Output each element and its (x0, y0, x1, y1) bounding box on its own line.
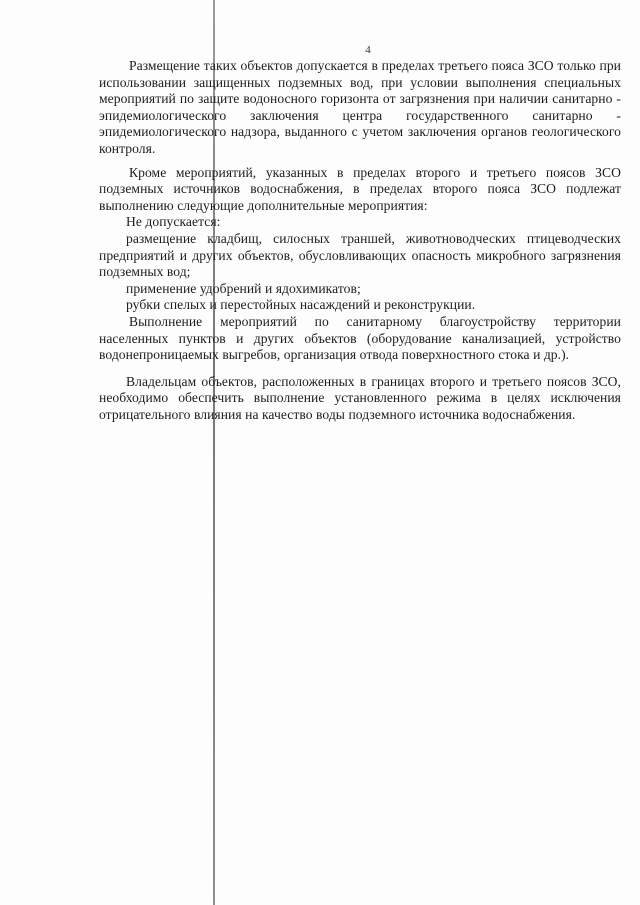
paragraph-additional-measures: Кроме мероприятий, указанных в пределах второго и третьего поясов ЗСО подземных источников водоснабжения, в пределах второго пояса ЗСО подлежат выполнению следующие дополнительные мероприятия: (99, 164, 621, 213)
paragraph-sanitary-improvement: Выполнение мероприятий по санитарному благоустройству территории населенных пунктов и других объектов (оборудование канализацией, устройство водонепроницаемых выгребов, организация отвода поверхностного стока и др.). (99, 313, 621, 363)
list-item-fertilizers: применение удобрений и ядохимикатов; (126, 280, 361, 296)
paragraph-not-allowed-heading: Не допускается: (126, 214, 221, 230)
paragraph-placement-third-belt: Размещение таких объектов допускается в пределах третьего пояса ЗСО только при использовании защищенных подземных вод, при условии выполнения специальных мероприятий по защите водоносного горизонта от загрязнения при наличии санитарно - эпидемиологического заключения центра государственного санитарно - эпидемиологического надзора, выданного с учетом заключения органов геологического контроля. (99, 58, 621, 156)
paragraph-owners-obligation: Владельцам объектов, расположенных в границах второго и третьего поясов ЗСО, необходимо обеспечить выполнение установленного режима в целях исключения отрицательного влияния на качество воды подземного источника водоснабжения. (99, 373, 621, 422)
page-number: 4 (365, 44, 371, 56)
document-body (99, 58, 621, 423)
list-item-placement: размещение кладбищ, силосных траншей, животноводческих птицеводческих предприятий и других объектов, обусловливающих опасность микробного загрязнения подземных вод; (99, 230, 621, 280)
list-item-logging: рубки спелых и перестойных насаждений и реконструкции. (126, 297, 476, 313)
